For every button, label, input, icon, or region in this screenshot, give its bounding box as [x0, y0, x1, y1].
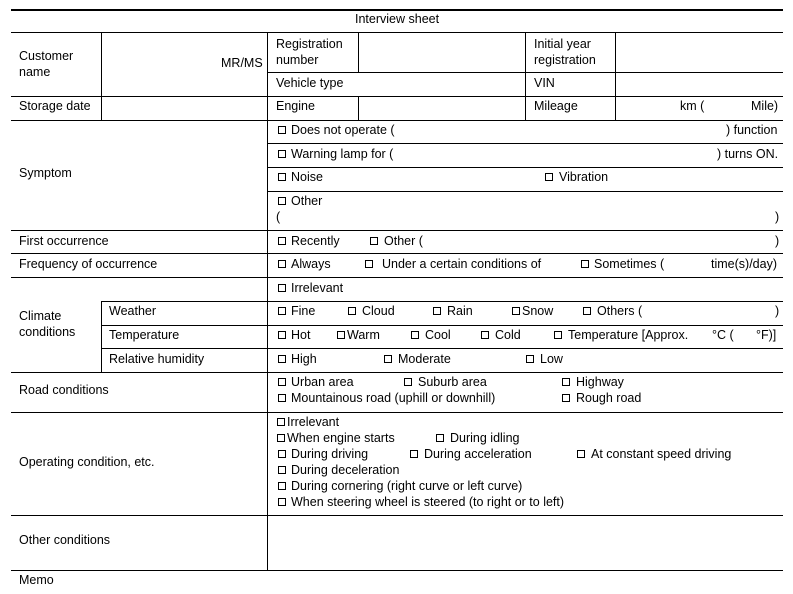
- rule: [267, 143, 783, 144]
- during-idling-label: During idling: [450, 431, 520, 445]
- mileage-km-label: km (: [680, 99, 705, 113]
- engine-field[interactable]: [359, 97, 524, 119]
- weather-others-checkbox[interactable]: [583, 307, 591, 315]
- rule: [267, 191, 783, 192]
- during-deceleration-checkbox[interactable]: [278, 466, 286, 474]
- during-acceleration-label: During acceleration: [424, 447, 532, 461]
- during-driving-checkbox[interactable]: [278, 450, 286, 458]
- operating-irrelevant-checkbox[interactable]: [277, 418, 285, 426]
- other-conditions-field[interactable]: [268, 516, 783, 569]
- temperature-approx-label: Temperature [Approx.: [568, 328, 689, 342]
- first-occurrence-close-paren: ): [775, 234, 780, 248]
- humidity-high-checkbox[interactable]: [278, 355, 286, 363]
- vibration-checkbox[interactable]: [545, 173, 553, 181]
- vin-field[interactable]: [616, 73, 783, 95]
- other-symptom-checkbox[interactable]: [278, 197, 286, 205]
- rule: [11, 230, 783, 231]
- registration-number-field[interactable]: [359, 33, 524, 71]
- recently-checkbox[interactable]: [278, 237, 286, 245]
- humidity-moderate-label: Moderate: [398, 352, 451, 366]
- warm-checkbox[interactable]: [337, 331, 345, 339]
- rule: [11, 412, 783, 413]
- humidity-high-label: High: [291, 352, 317, 366]
- storage-date-label: Storage date: [19, 99, 91, 113]
- hot-checkbox[interactable]: [278, 331, 286, 339]
- cool-checkbox[interactable]: [411, 331, 419, 339]
- climate-irrelevant-label: Irrelevant: [291, 281, 344, 295]
- steering-checkbox[interactable]: [278, 498, 286, 506]
- function-suffix: ) function: [726, 123, 778, 137]
- vin-label: VIN: [534, 76, 555, 90]
- rule: [11, 372, 783, 373]
- engine-label: Engine: [276, 99, 315, 113]
- vibration-label: Vibration: [559, 170, 609, 184]
- symptom-label: Symptom: [19, 166, 72, 180]
- during-cornering-label: During cornering (right curve or left curve): [291, 479, 523, 493]
- humidity-low-label: Low: [540, 352, 563, 366]
- hot-label: Hot: [291, 328, 311, 342]
- vehicle-type-label: Vehicle type: [276, 76, 344, 90]
- humidity-moderate-checkbox[interactable]: [384, 355, 392, 363]
- snow-label: Snow: [522, 304, 554, 318]
- cool-label: Cool: [425, 328, 451, 342]
- weather-label: Weather: [109, 304, 157, 318]
- mileage-label: Mileage: [534, 99, 578, 113]
- rule: [11, 120, 783, 121]
- fine-label: Fine: [291, 304, 316, 318]
- initial-year-registration-label: Initial year registration: [534, 37, 596, 67]
- engine-starts-label: When engine starts: [287, 431, 395, 445]
- honorific-label: MR/MS: [221, 56, 263, 70]
- fahrenheit-label: °F)]: [756, 328, 777, 342]
- suburb-area-label: Suburb area: [418, 375, 487, 389]
- always-label: Always: [291, 257, 331, 271]
- constant-speed-label: At constant speed driving: [591, 447, 732, 461]
- urban-area-label: Urban area: [291, 375, 354, 389]
- rough-road-label: Rough road: [576, 391, 642, 405]
- rule: [267, 32, 268, 570]
- steering-label: When steering wheel is steered (to right or to left): [291, 495, 565, 509]
- celsius-label: °C (: [712, 328, 734, 342]
- vehicle-type-field[interactable]: [359, 73, 524, 95]
- mountainous-road-checkbox[interactable]: [278, 394, 286, 402]
- during-acceleration-checkbox[interactable]: [410, 450, 418, 458]
- cloud-label: Cloud: [362, 304, 395, 318]
- snow-checkbox[interactable]: [512, 307, 520, 315]
- during-cornering-checkbox[interactable]: [278, 482, 286, 490]
- rule: [11, 277, 783, 278]
- rule: [101, 325, 783, 326]
- initial-year-registration-field[interactable]: [616, 33, 783, 71]
- other-symptom-close-paren: ): [775, 210, 780, 224]
- rain-label: Rain: [447, 304, 473, 318]
- sometimes-checkbox[interactable]: [581, 260, 589, 268]
- rule: [11, 253, 783, 254]
- always-checkbox[interactable]: [278, 260, 286, 268]
- engine-starts-checkbox[interactable]: [277, 434, 285, 442]
- operating-condition-label: Operating condition, etc.: [19, 455, 155, 469]
- noise-checkbox[interactable]: [278, 173, 286, 181]
- memo-label: Memo: [19, 573, 54, 587]
- temperature-label: Temperature: [109, 328, 180, 342]
- rule: [11, 570, 783, 571]
- during-deceleration-label: During deceleration: [291, 463, 400, 477]
- other-symptom-label: Other: [291, 194, 323, 208]
- rule: [267, 167, 783, 168]
- sheet-title: Interview sheet: [355, 12, 440, 26]
- warm-label: Warm: [347, 328, 380, 342]
- weather-others-label: Others (: [597, 304, 643, 318]
- turns-on-suffix: ) turns ON.: [717, 147, 779, 161]
- first-occurrence-label: First occurrence: [19, 234, 109, 248]
- does-not-operate-label: Does not operate (: [291, 123, 395, 137]
- rule: [101, 301, 783, 302]
- mountainous-road-label: Mountainous road (uphill or downhill): [291, 391, 496, 405]
- cold-checkbox[interactable]: [481, 331, 489, 339]
- humidity-label: Relative humidity: [109, 352, 205, 366]
- rough-road-checkbox[interactable]: [562, 394, 570, 402]
- rule: [11, 9, 783, 11]
- customer-name-label: Customer name: [19, 49, 74, 79]
- sometimes-label: Sometimes (: [594, 257, 665, 271]
- warning-lamp-checkbox[interactable]: [278, 150, 286, 158]
- storage-date-field[interactable]: [102, 97, 266, 119]
- fine-checkbox[interactable]: [278, 307, 286, 315]
- rule: [101, 348, 783, 349]
- rule: [101, 301, 102, 372]
- constant-speed-checkbox[interactable]: [577, 450, 585, 458]
- noise-label: Noise: [291, 170, 323, 184]
- cloud-checkbox[interactable]: [348, 307, 356, 315]
- frequency-label: Frequency of occurrence: [19, 257, 158, 271]
- does-not-operate-checkbox[interactable]: [278, 126, 286, 134]
- times-per-day-label: time(s)/day): [711, 257, 777, 271]
- during-idling-checkbox[interactable]: [436, 434, 444, 442]
- registration-number-label: Registration number: [276, 37, 343, 67]
- rule: [525, 32, 526, 120]
- urban-area-checkbox[interactable]: [278, 378, 286, 386]
- during-driving-label: During driving: [291, 447, 369, 461]
- first-occurrence-other-label: Other (: [384, 234, 423, 248]
- other-conditions-label: Other conditions: [19, 533, 111, 547]
- temperature-approx-checkbox[interactable]: [554, 331, 562, 339]
- under-conditions-label: Under a certain conditions of: [382, 257, 542, 271]
- humidity-low-checkbox[interactable]: [526, 355, 534, 363]
- cold-label: Cold: [495, 328, 521, 342]
- warning-lamp-label: Warning lamp for (: [291, 147, 394, 161]
- suburb-area-checkbox[interactable]: [404, 378, 412, 386]
- weather-close-paren: ): [775, 304, 780, 318]
- climate-irrelevant-checkbox[interactable]: [278, 284, 286, 292]
- highway-label: Highway: [576, 375, 624, 389]
- climate-conditions-label: Climate conditions: [19, 309, 76, 339]
- mileage-mile-label: Mile): [751, 99, 779, 113]
- recently-label: Recently: [291, 234, 340, 248]
- first-occurrence-other-checkbox[interactable]: [370, 237, 378, 245]
- other-symptom-open-paren: (: [276, 210, 281, 224]
- highway-checkbox[interactable]: [562, 378, 570, 386]
- operating-irrelevant-label: Irrelevant: [287, 415, 340, 429]
- under-conditions-checkbox[interactable]: [365, 260, 373, 268]
- road-conditions-label: Road conditions: [19, 383, 109, 397]
- rain-checkbox[interactable]: [433, 307, 441, 315]
